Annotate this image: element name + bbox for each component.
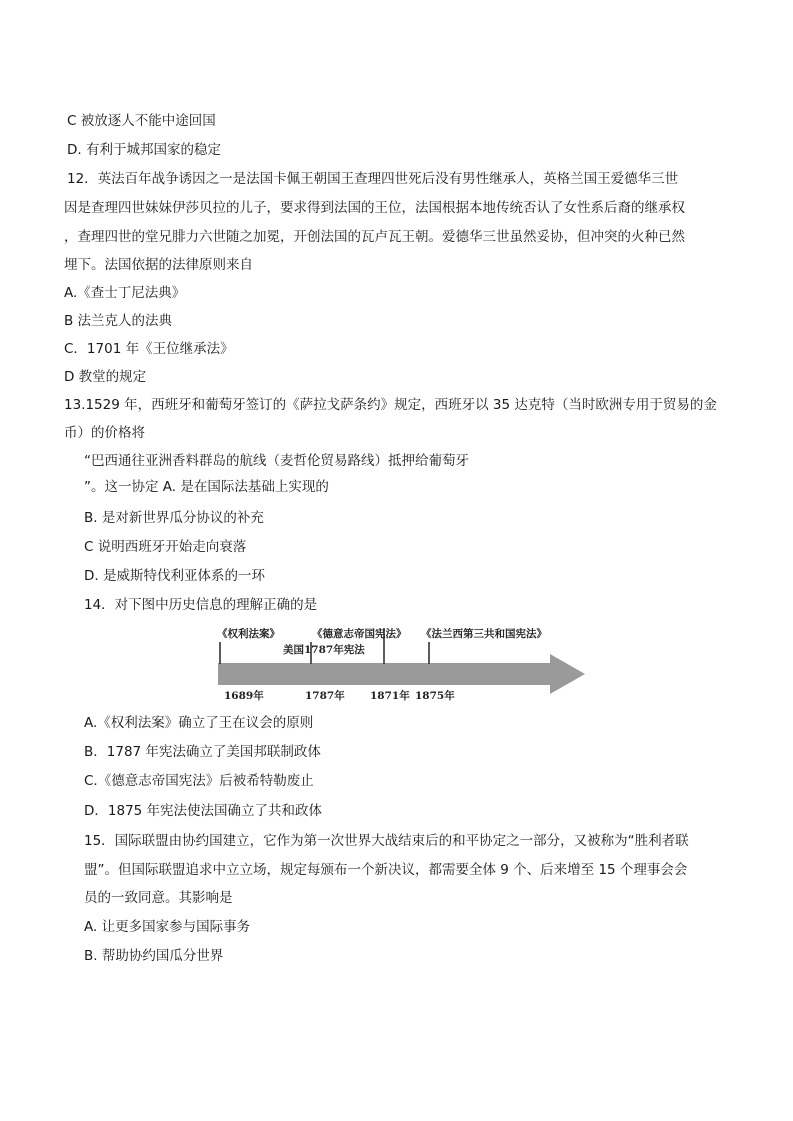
question-12-line-4: 埋下。法国依据的法律原则来自 (64, 257, 253, 273)
option-d-q14: D．1875 年宪法使法国确立了共和政体 (84, 803, 323, 819)
option-a-q14: A.《权利法案》确立了王在议会的原则 (84, 715, 314, 731)
label-french-constitution: 《法兰西第三共和国宪法》 (421, 628, 547, 640)
question-15-line-2: 盟”。但国际联盟追求中立立场，规定每颁布一个新决议，都需要全体 9 个、后来增至 15 个理事会会 (84, 862, 688, 878)
label-bill-of-rights: 《权利法案》 (217, 628, 280, 640)
question-13-line-1: 13.1529 年，西班牙和葡萄牙签订的《萨拉戈萨条约》规定，西班牙以 35 达克特（当时欧洲专用于贸易的金 (64, 397, 717, 413)
question-12-line-1: 12．英法百年战争诱因之一是法国卡佩王朝国王查理四世死后没有男性继承人，英格兰国王爱德华三世 (67, 171, 679, 187)
question-12-line-3: ，查理四世的堂兄腓力六世随之加冕，开创法国的瓦卢瓦王朝。爱德华三世虽然妥协，但冲突的火种已然 (64, 229, 685, 245)
option-b-q13: B. 是对新世界瓜分协议的补充 (84, 510, 264, 526)
option-c-q14: C.《德意志帝国宪法》后被希特勒废止 (84, 773, 314, 789)
constitution-timeline (216, 624, 588, 706)
option-a-q12: A.《查士丁尼法典》 (64, 285, 186, 301)
option-b-q15: B. 帮助协约国瓜分世界 (84, 948, 224, 964)
question-13-line-2: 币）的价格将 (64, 425, 145, 441)
question-13-line-3: “巴西通往亚洲香料群岛的航线（麦哲伦贸易路线）抵押给葡萄牙 (84, 453, 469, 469)
question-13-line-4: ”。这一协定 A. 是在国际法基础上实现的 (84, 479, 329, 495)
label-german-constitution: 《德意志帝国宪法》 (312, 628, 407, 640)
year-1689: 1689年 (224, 690, 264, 702)
option-b-q14: B．1787 年宪法确立了美国邦联制政体 (84, 744, 321, 760)
option-d-q11: D. 有利于城邦国家的稳定 (67, 142, 221, 158)
option-c-q13: C 说明西班牙开始走向衰落 (84, 539, 247, 555)
option-c-q12: C．1701 年《王位继承法》 (64, 341, 234, 357)
year-1787: 1787年 (305, 690, 345, 702)
option-d-q12: D 教堂的规定 (64, 369, 147, 385)
label-us-constitution: 美国1787年宪法 (283, 644, 365, 656)
question-12-line-2: 因是查理四世妹妹伊莎贝拉的儿子，要求得到法国的王位，法国根据本地传统否认了女性系后裔的继承权 (64, 200, 685, 216)
question-14: 14．对下图中历史信息的理解正确的是 (84, 597, 318, 613)
question-15-line-3: 员的一致同意。其影响是 (84, 890, 233, 906)
year-1875: 1875年 (415, 690, 455, 702)
option-c-q11: C 被放逐人不能中途回国 (67, 113, 216, 129)
year-1871: 1871年 (370, 690, 410, 702)
question-15-line-1: 15．国际联盟由协约国建立，它作为第一次世界大战结束后的和平协定之一部分，又被称为“胜利者联 (84, 833, 689, 849)
option-d-q13: D. 是威斯特伐利亚体系的一环 (84, 568, 265, 584)
option-a-q15: A. 让更多国家参与国际事务 (84, 919, 251, 935)
option-b-q12: B 法兰克人的法典 (64, 313, 173, 329)
